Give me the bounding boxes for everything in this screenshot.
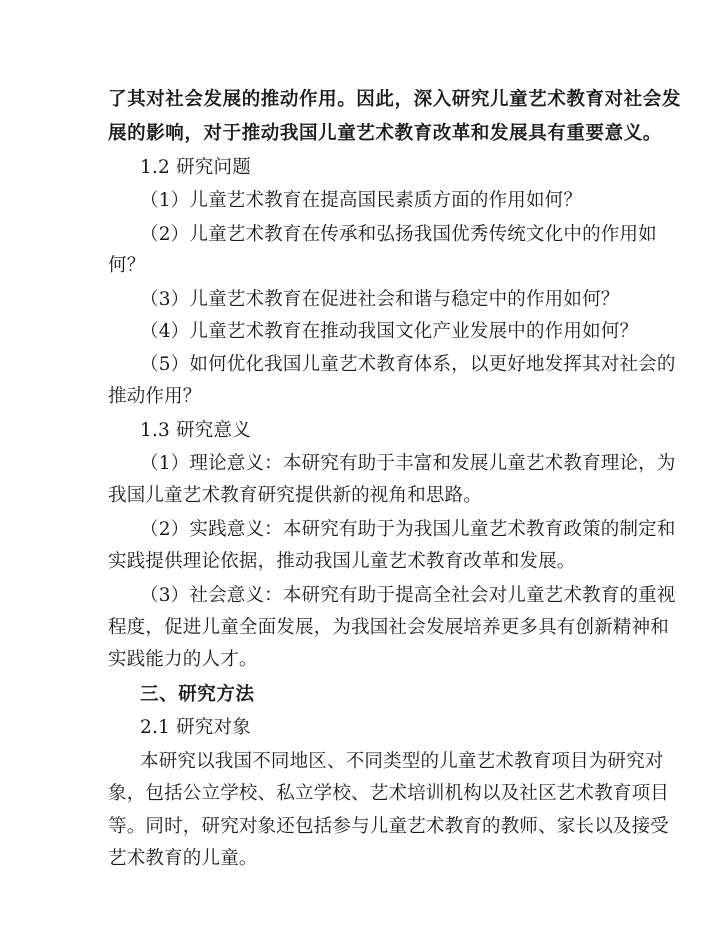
research-object-line-1: 本研究以我国不同地区、不同类型的儿童艺术教育项目为研究对 [140, 751, 664, 772]
significance-1-line-2: 我国儿童艺术教育研究提供新的视角和思路。 [108, 485, 483, 506]
section-1-3-heading: 1.3 研究意义 [140, 420, 251, 441]
question-5-line-1: （5）如何优化我国儿童艺术教育体系，以更好地发挥其对社会的 [140, 354, 676, 375]
section-3-heading: 三、研究方法 [140, 684, 255, 705]
question-4: （4）儿童艺术教育在推动我国文化产业发展中的作用如何？ [140, 321, 639, 342]
significance-1-line-1: （1）理论意义：本研究有助于丰富和发展儿童艺术教育理论，为 [140, 453, 676, 474]
significance-3-line-3: 实践能力的人才。 [108, 649, 258, 670]
research-object-line-4: 艺术教育的儿童。 [108, 848, 258, 869]
research-object-line-2: 象，包括公立学校、私立学校、艺术培训机构以及社区艺术教育项目 [108, 783, 670, 804]
question-2-line-2: 何？ [108, 255, 146, 276]
question-2-line-1: （2）儿童艺术教育在传承和弘扬我国优秀传统文化中的作用如 [140, 224, 657, 245]
intro-line-1: 了其对社会发展的推动作用。因此，深入研究儿童艺术教育对社会发 [108, 89, 682, 110]
section-2-1-heading: 2.1 研究对象 [140, 717, 251, 738]
question-3: （3）儿童艺术教育在促进社会和谐与稳定中的作用如何？ [140, 289, 620, 310]
question-1: （1）儿童艺术教育在提高国民素质方面的作用如何？ [140, 190, 583, 211]
significance-2-line-1: （2）实践意义：本研究有助于为我国儿童艺术教育政策的制定和 [140, 519, 676, 540]
significance-3-line-2: 程度，促进儿童全面发展，为我国社会发展培养更多具有创新精神和 [108, 617, 670, 638]
significance-2-line-2: 实践提供理论依据，推动我国儿童艺术教育改革和发展。 [108, 551, 576, 572]
section-1-2-heading: 1.2 研究问题 [140, 157, 251, 178]
intro-line-2: 展的影响，对于推动我国儿童艺术教育改革和发展具有重要意义。 [108, 123, 662, 144]
question-5-line-2: 推动作用？ [108, 386, 202, 407]
significance-3-line-1: （3）社会意义：本研究有助于提高全社会对儿童艺术教育的重视 [140, 585, 676, 606]
research-object-line-3: 等。同时，研究对象还包括参与儿童艺术教育的教师、家长以及接受 [108, 816, 670, 837]
